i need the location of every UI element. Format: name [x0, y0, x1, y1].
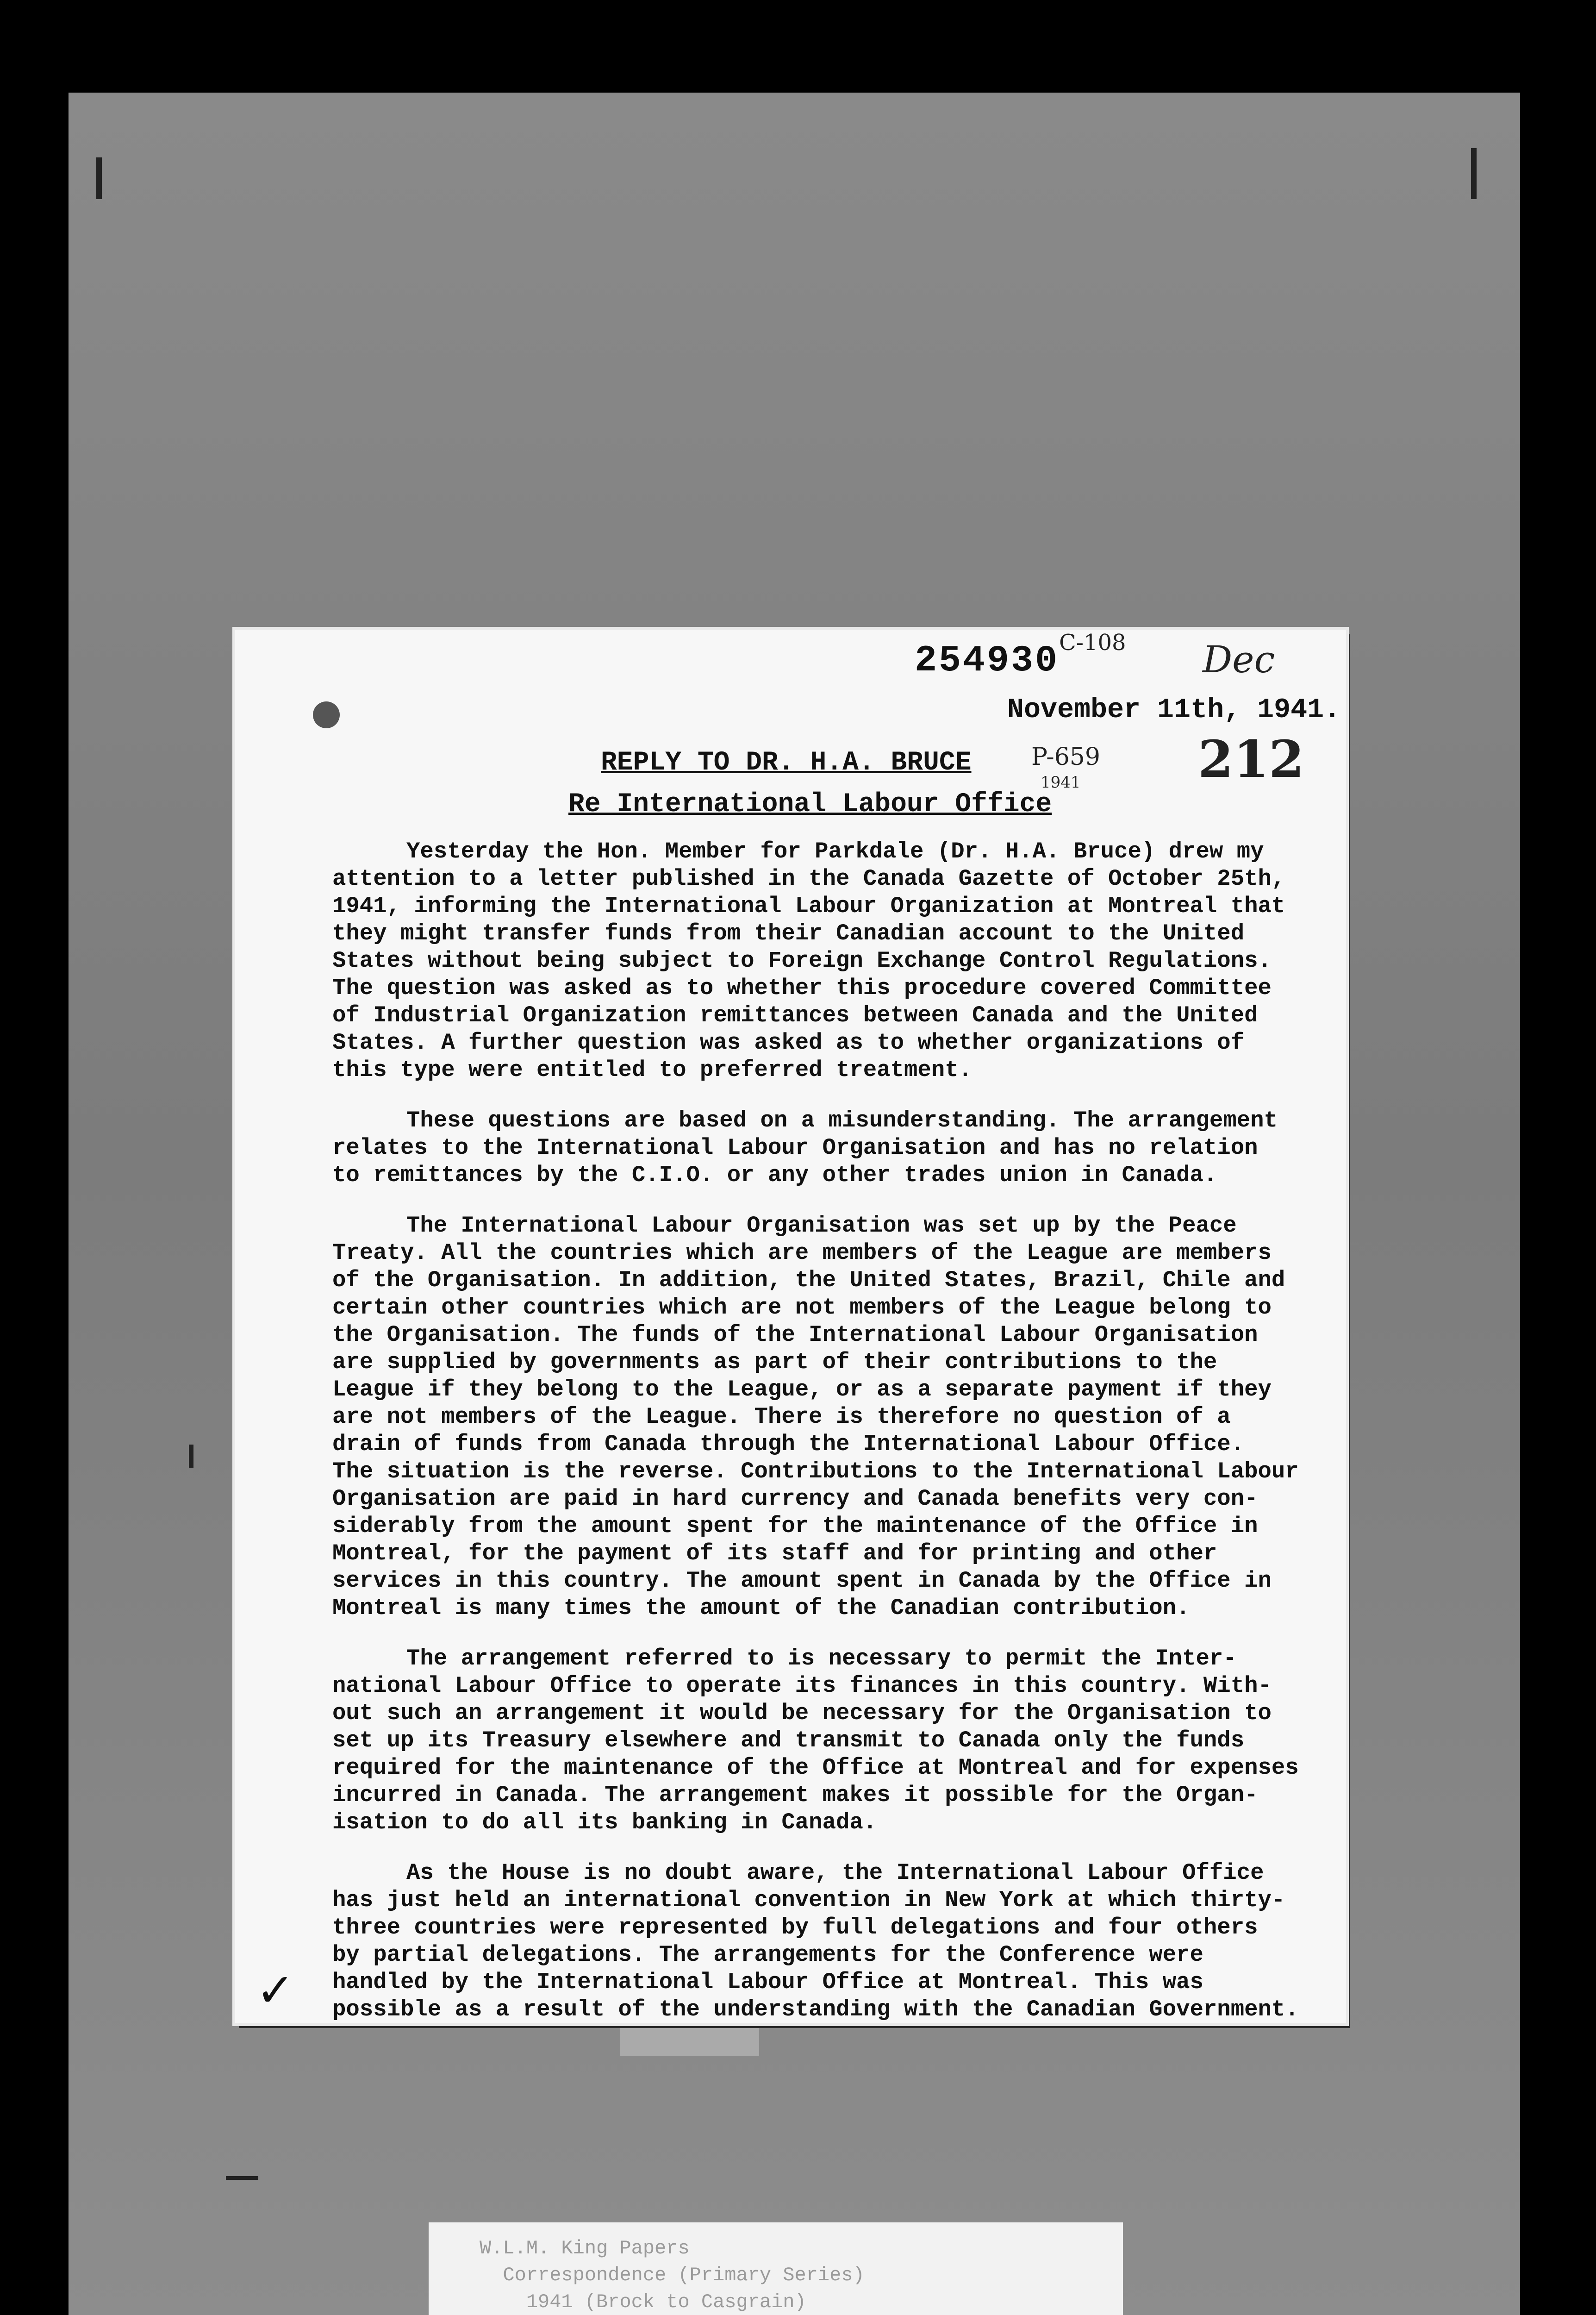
letter-date: November 11th, 1941.: [1007, 694, 1341, 726]
handwritten-note-file: C-108: [1059, 630, 1126, 656]
paragraph: The arrangement referred to is necessary to permit the Inter- national Labour Office to operate its finances in this country. With- out such an arrangement it would be necessary for the Organisation to set up its Treasury elsewhere and transmit to Canada only the funds required for the maintenance of the Office at Montreal and for expenses incurred in Canada. The arrangement makes it possible for the Organ- isation to do all its banking in Canada.: [332, 1646, 1299, 1835]
edge-mark-bottom: [226, 2176, 258, 2180]
letter-title: REPLY TO DR. H.A. BRUCE: [601, 748, 972, 778]
edge-mark-left: [189, 1445, 193, 1468]
handwritten-note-dec: Dec: [1203, 638, 1275, 681]
punch-hole: [313, 701, 340, 728]
handwritten-note-p659: P-659: [1031, 743, 1100, 771]
letter-subtitle: Re International Labour Office: [568, 789, 1052, 820]
paragraph: The International Labour Organisation was set up by the Peace Treaty. All the countries which are members of the League are members of the Organisation. In addition, the United States, Brazil, Chile and certain other countries which are not members of the League belong to the Organisation. The funds of the International Labour Organisation are supplied by governments as part of their contributions to the League if they belong to the League, or as a separate payment if they are not members of the League. There is therefore no question of a drain of funds from Canada through the International Labour Office. The situation is the reverse. Contributions to the International Labour Organisation are paid in hard currency and Canada benefits very con- siderably from the amount spent for the maintenance of the Office in Montreal, for the payment of its staff and for printing and other services in this country. The amount spent in Canada by the Office in Montreal is many times the amount of the Canadian contribution.: [332, 1213, 1299, 1621]
slip-line: Correspondence (Primary Series): [480, 2264, 865, 2286]
slip-line: W.L.M. King Papers: [480, 2237, 690, 2259]
handwritten-note-212: 212: [1198, 729, 1304, 789]
letter-page: [235, 630, 1346, 2023]
check-mark: ✓: [256, 1963, 295, 2017]
corner-mark-top-left: [96, 157, 102, 199]
tape-strip: [620, 2028, 759, 2056]
letter-body: [332, 838, 1318, 2046]
citation-slip: [429, 2222, 1123, 2315]
paragraph: Yesterday the Hon. Member for Parkdale (Dr. H.A. Bruce) drew my attention to a letter published in the Canada Gazette of October 25th, 1941, informing the International Labour Organization at Montreal that they might transfer funds from their Canadian account to the United States without being subject to Foreign Exchange Control Regulations. The question was asked as to whether this procedure covered Committee of Industrial Organization remittances between Canada and the United States. A further question was asked as to whether organizations of this type were entitled to preferred treatment.: [332, 838, 1285, 1083]
paragraph: As the House is no doubt aware, the International Labour Office has just held an international convention in New York at which thirty- three countries were represented by full delegations and four others by partial delegations. The arrangements for the Conference were handled by the International Labour Office at Montreal. This was possible as a result of the understanding with the Canadian Government.: [332, 1860, 1299, 2022]
reference-number: 254930: [915, 640, 1060, 682]
corner-mark-top-right: [1471, 148, 1477, 199]
handwritten-note-year: 1941: [1041, 773, 1081, 792]
slip-line: 1941 (Brock to Casgrain): [480, 2291, 806, 2313]
paragraph: These questions are based on a misunderstanding. The arrangement relates to the International Labour Organisation and has no relation to remittances by the C.I.O. or any other trades union in Canada.: [332, 1107, 1278, 1188]
